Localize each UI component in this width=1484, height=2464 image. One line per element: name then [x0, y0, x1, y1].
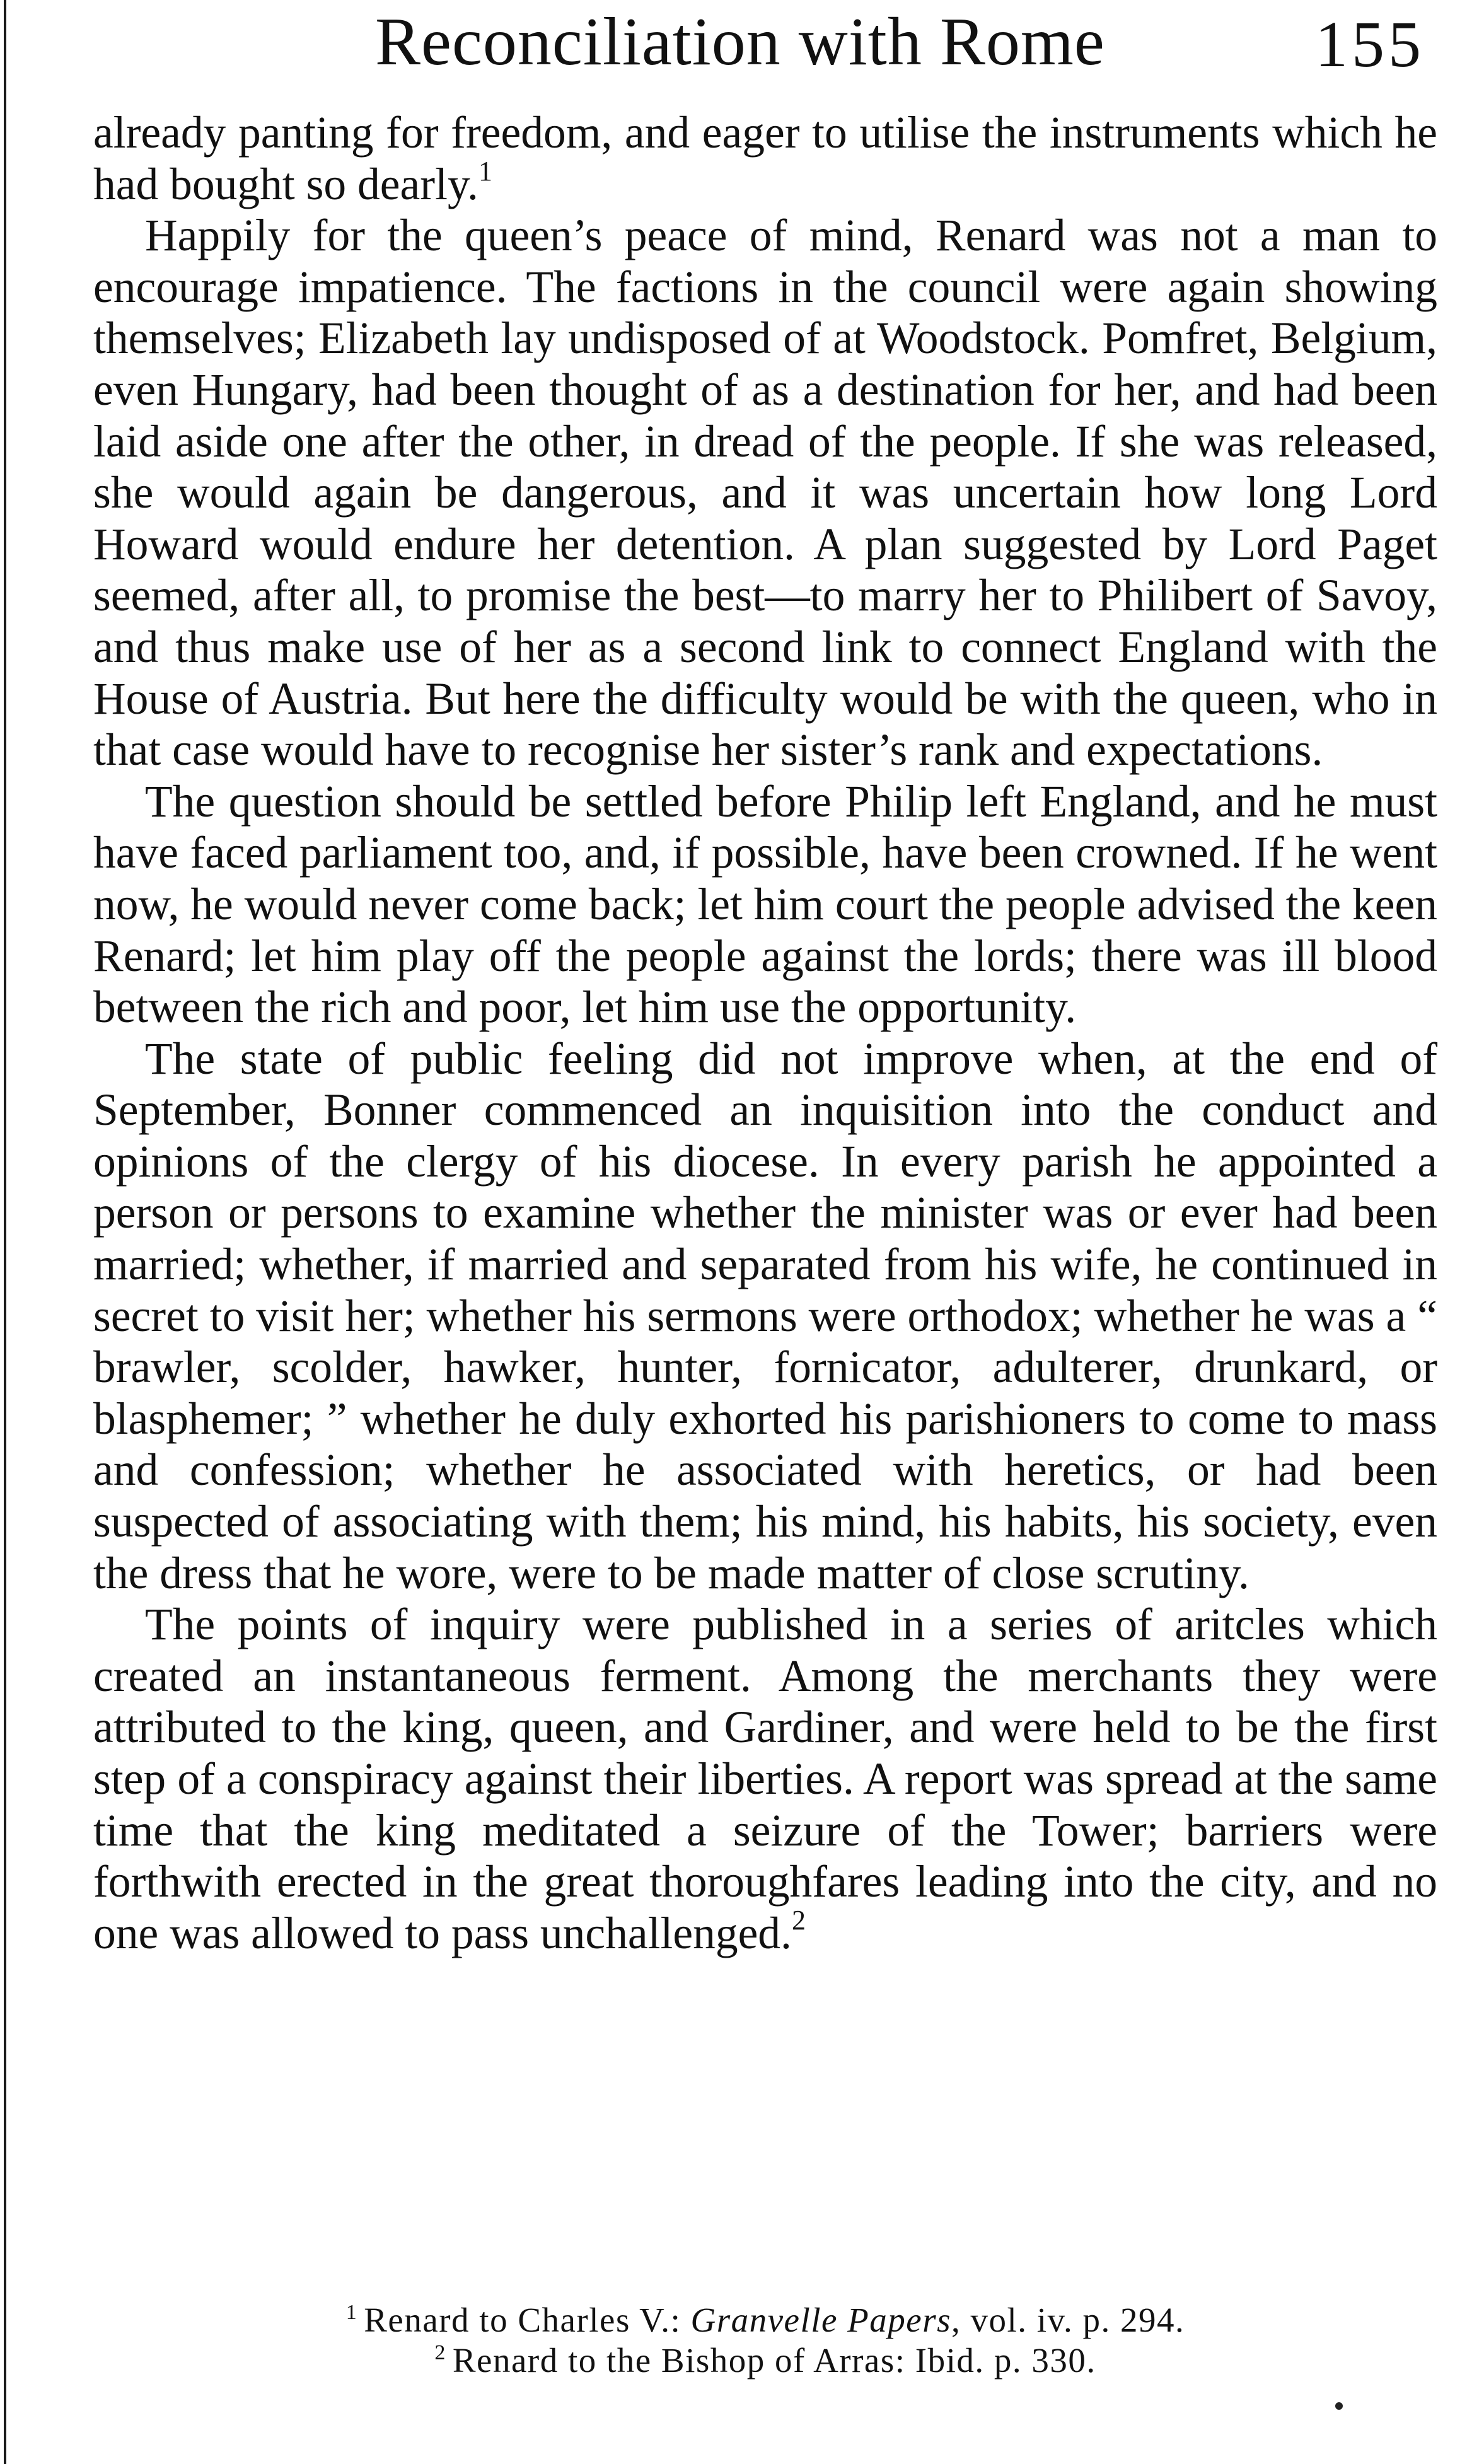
paragraph-5-text: The points of inquiry were published in a series of aritcles which created an instantaneous ferment. Among the merchants they were attributed to the king, queen, and Gardiner, and were held to be the first step of a conspiracy against their liberties. A report was spread at the same time that the king meditated a seizure of the Tower; barriers were forthwith erected in the great thoroughfares leading into the city, and no one was allowed to pass unchallenged.	[93, 1600, 1437, 1958]
footnote-1	[93, 2300, 1437, 2340]
page-number: 155	[1315, 8, 1425, 81]
footnotes	[93, 2300, 1437, 2381]
paragraph-3	[93, 776, 1437, 1033]
paragraph-2-text: Happily for the queen’s peace of mind, Renard was not a man to encourage impatience. The factions in the council were again showing themselves; Elizabeth lay undisposed of at Woodstock. Pomfret, Belgium, even Hungary, had been thought of as a destination for her, and had been laid aside one after the other, in dread of the people. If she was released, she would again be dangerous, and it was uncertain how long Lord Howard would endure her detention. A plan suggested by Lord Paget seemed, after all, to promise the best—to marry her to Philibert of Savoy, and thus make use of her as a second link to connect England with the House of Austria. But here the difficulty would be with the queen, who in that case would have to recognise her sister’s rank and expectations.	[93, 211, 1437, 776]
paragraph-1	[93, 107, 1437, 210]
footnote-1-mark: 1	[345, 2301, 358, 2324]
paragraph-5	[93, 1599, 1437, 1959]
ink-speck	[1335, 2402, 1343, 2410]
paragraph-1-text: already panting for freedom, and eager to utilise the instruments which he had bought so dearly.	[93, 108, 1437, 209]
page-left-rule	[4, 0, 6, 2464]
footnote-2	[93, 2340, 1437, 2381]
body-text	[93, 107, 1437, 1959]
paragraph-3-text: The question should be settled before Philip left England, and he must have faced parliament too, and, if possible, have been crowned. If he went now, he would never come back; let him court the people advised the keen Renard; let him play off the people against the lords; there was ill blood between the rich and poor, let him use the opportunity.	[93, 776, 1437, 1033]
paragraph-2	[93, 210, 1437, 776]
footnote-2-prefix: Renard to the Bishop of Arras: Ibid. p. 330.	[452, 2341, 1096, 2380]
running-head	[88, 0, 1437, 82]
running-title: Reconciliation with Rome	[375, 4, 1105, 79]
footnote-1-suffix: , vol. iv. p. 294.	[951, 2301, 1185, 2339]
footnote-2-mark: 2	[434, 2341, 446, 2364]
paragraph-4-text: The state of public feeling did not improve when, at the end of September, Bonner commenced an inquisition into the conduct and opinions of the clergy of his diocese. In every parish he appointed a person or persons to examine whether the minister was or ever had been married; whether, if married and separated from his wife, he continued in secret to visit her; whether his sermons were orthodox; whether he was a “ brawler, scolder, hawker, hunter, fornicator, adulterer, drunkard, or blasphemer; ” whether he duly exhorted his parishioners to come to mass and confession; whether he associated with heretics, or had been suspected of associating with them; his mind, his habits, his society, even the dress that he wore, were to be made matter of close scrutiny.	[93, 1033, 1437, 1598]
footnote-1-source-title: Granvelle Papers	[690, 2301, 952, 2339]
footnote-1-prefix: Renard to Charles V.:	[364, 2301, 691, 2339]
footnote-ref-1: 1	[478, 155, 492, 187]
paragraph-4	[93, 1033, 1437, 1600]
footnote-ref-2: 2	[791, 1904, 806, 1936]
